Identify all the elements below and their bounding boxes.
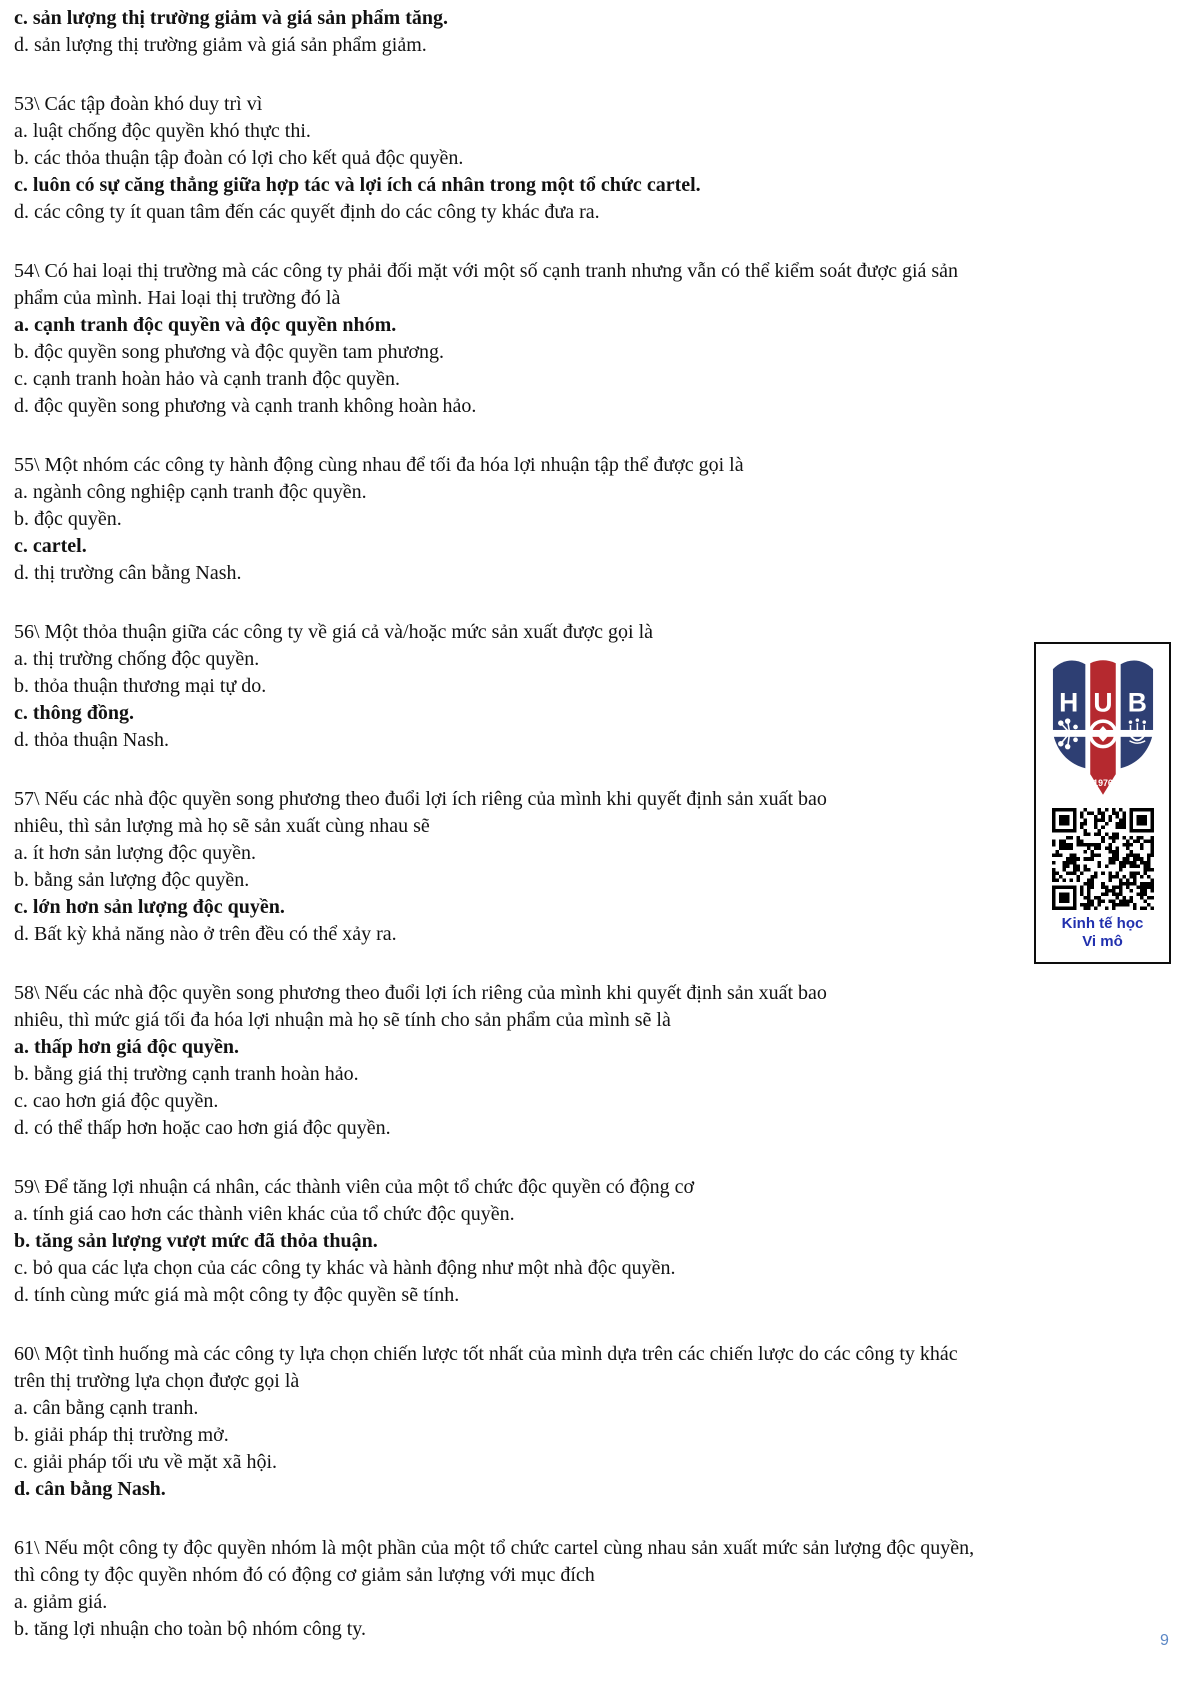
option-line: b. bằng giá thị trường cạnh tranh hoàn hảo. — [14, 1063, 359, 1085]
question-stem-line: thì công ty độc quyền nhóm đó có động cơ giảm sản lượng với mục đích — [14, 1564, 595, 1586]
option-line: c. luôn có sự căng thẳng giữa hợp tác và lợi ích cá nhân trong một tổ chức cartel. — [14, 174, 701, 196]
option-line: b. giải pháp thị trường mở. — [14, 1424, 229, 1446]
option-line: d. tính cùng mức giá mà một công ty độc quyền sẽ tính. — [14, 1284, 460, 1306]
option-line: a. tính giá cao hơn các thành viên khác của tổ chức độc quyền. — [14, 1203, 515, 1225]
option-line: d. thỏa thuận Nash. — [14, 729, 169, 751]
question-stem-line: 57\ Nếu các nhà độc quyền song phương theo đuổi lợi ích riêng của mình khi quyết định sản xuất bao — [14, 788, 827, 810]
question-stem-line: 58\ Nếu các nhà độc quyền song phương theo đuổi lợi ích riêng của mình khi quyết định sản xuất bao — [14, 982, 827, 1004]
hub-letter-b: B — [1127, 687, 1147, 718]
logo-caption — [1062, 915, 1144, 951]
option-line: b. thỏa thuận thương mại tự do. — [14, 675, 267, 697]
option-line: a. giảm giá. — [14, 1591, 108, 1613]
page-number: 9 — [1160, 1632, 1169, 1649]
option-line: c. giải pháp tối ưu về mặt xã hội. — [14, 1451, 277, 1473]
question-stem-line: trên thị trường lựa chọn được gọi là — [14, 1370, 300, 1392]
question-stem-line: 55\ Một nhóm các công ty hành động cùng nhau để tối đa hóa lợi nhuận tập thể được gọi là — [14, 454, 744, 476]
logo-caption-line2: Vi mô — [1082, 933, 1123, 950]
founding-year: 1976 — [1092, 777, 1113, 788]
option-line: a. thị trường chống độc quyền. — [14, 648, 260, 670]
question-58 — [14, 980, 1160, 1142]
option-line: c. cao hơn giá độc quyền. — [14, 1090, 219, 1112]
option-line: b. tăng lợi nhuận cho toàn bộ nhóm công ty. — [14, 1618, 367, 1640]
carryover-option-line: d. sản lượng thị trường giảm và giá sản phẩm giảm. — [14, 34, 427, 56]
option-line: d. độc quyền song phương và cạnh tranh không hoàn hảo. — [14, 395, 477, 417]
question-stem-line: 53\ Các tập đoàn khó duy trì vì — [14, 93, 263, 115]
hub-shield-logo — [1050, 654, 1156, 802]
option-line: b. các thỏa thuận tập đoàn có lợi cho kết quả độc quyền. — [14, 147, 464, 169]
question-stem-line: nhiêu, thì sản lượng mà họ sẽ sản xuất cùng nhau sẽ — [14, 815, 430, 837]
question-stem-line: 60\ Một tình huống mà các công ty lựa chọn chiến lược tốt nhất của mình dựa trên các chiến lược do các công ty khác — [14, 1343, 958, 1365]
question-57 — [14, 786, 1160, 948]
option-line: a. cân bằng cạnh tranh. — [14, 1397, 199, 1419]
hub-letter-u: U — [1092, 687, 1113, 718]
question-stem-line: 61\ Nếu một công ty độc quyền nhóm là một phần của một tổ chức cartel cùng nhau sản xuất mức sản lượng độc quyền, — [14, 1537, 975, 1559]
question-stem-line: nhiêu, thì mức giá tối đa hóa lợi nhuận mà họ sẽ tính cho sản phẩm của mình sẽ là — [14, 1009, 671, 1031]
hub-letter-h: H — [1058, 687, 1078, 718]
option-line: d. các công ty ít quan tâm đến các quyết định do các công ty khác đưa ra. — [14, 201, 600, 223]
carryover-option-line: c. sản lượng thị trường giảm và giá sản phẩm tăng. — [14, 7, 448, 29]
question-stem-line: phẩm của mình. Hai loại thị trường đó là — [14, 287, 341, 309]
logo-caption-line1: Kinh tế học — [1061, 915, 1144, 932]
question-stem-line: 59\ Để tăng lợi nhuận cá nhân, các thành viên của một tổ chức độc quyền có động cơ — [14, 1176, 695, 1198]
option-line: c. cạnh tranh hoàn hảo và cạnh tranh độc quyền. — [14, 368, 400, 390]
option-line: a. luật chống độc quyền khó thực thi. — [14, 120, 311, 142]
qr-code — [1052, 808, 1154, 910]
option-line: a. ngành công nghiệp cạnh tranh độc quyền. — [14, 481, 367, 503]
question-stem-line: 54\ Có hai loại thị trường mà các công ty phải đối mặt với một số cạnh tranh nhưng vẫn có thể kiểm soát được giá sản — [14, 260, 959, 282]
questions-container — [14, 5, 1160, 1643]
hub-logo-card — [1034, 642, 1171, 964]
question-56 — [14, 619, 1160, 754]
option-line: d. có thể thấp hơn hoặc cao hơn giá độc quyền. — [14, 1117, 391, 1139]
option-line: a. thấp hơn giá độc quyền. — [14, 1036, 240, 1058]
option-line: c. bỏ qua các lựa chọn của các công ty khác và hành động như một nhà độc quyền. — [14, 1257, 676, 1279]
option-line: d. Bất kỳ khả năng nào ở trên đều có thể xảy ra. — [14, 923, 397, 945]
option-line: d. thị trường cân bằng Nash. — [14, 562, 242, 584]
question-59 — [14, 1174, 1160, 1309]
option-line: b. độc quyền song phương và độc quyền tam phương. — [14, 341, 444, 363]
question-55 — [14, 452, 1160, 587]
option-line: c. cartel. — [14, 535, 87, 557]
question-53 — [14, 91, 1160, 226]
option-line: c. lớn hơn sản lượng độc quyền. — [14, 896, 285, 918]
question-60 — [14, 1341, 1160, 1503]
option-line: b. bằng sản lượng độc quyền. — [14, 869, 250, 891]
question-54 — [14, 258, 1160, 420]
option-line: a. cạnh tranh độc quyền và độc quyền nhóm. — [14, 314, 397, 336]
option-line: b. độc quyền. — [14, 508, 122, 530]
question-61 — [14, 1535, 1160, 1643]
option-line: a. ít hơn sản lượng độc quyền. — [14, 842, 256, 864]
option-line: c. thông đồng. — [14, 702, 135, 724]
option-line: d. cân bằng Nash. — [14, 1478, 166, 1500]
option-line: b. tăng sản lượng vượt mức đã thỏa thuận. — [14, 1230, 378, 1252]
question-stem-line: 56\ Một thỏa thuận giữa các công ty về giá cả và/hoặc mức sản xuất được gọi là — [14, 621, 654, 643]
